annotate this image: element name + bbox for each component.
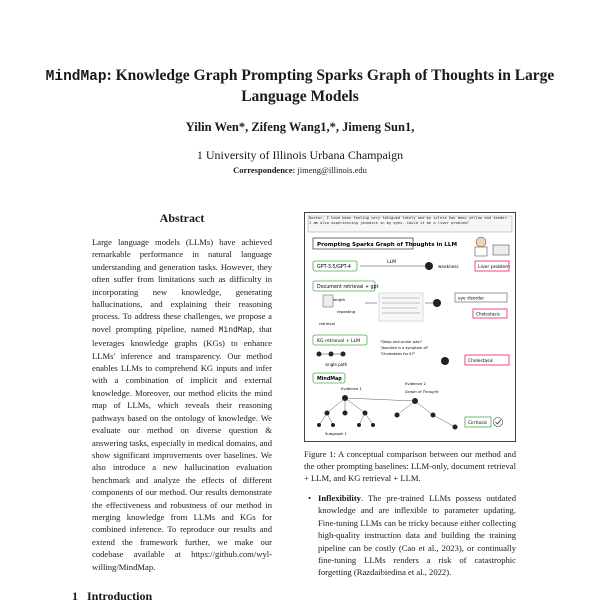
affiliation: 1 University of Illinois Urbana Champaign	[196, 148, 404, 162]
title-rest: : Knowledge Graph Prompting Sparks Graph of Thoughts in Large Language Models	[106, 67, 555, 105]
retrieved-doc-block	[379, 293, 423, 321]
section-number: 1	[72, 589, 78, 603]
figure-caption: Figure 1: A conceptual comparison between our method and the other prompting baselines: LLM-only, document retrieval + LLM, and KG retrieval + LLM.	[304, 449, 516, 483]
bed-icon	[493, 245, 509, 255]
abstract-text-1: Large language models (LLMs) have achieved remarkable performance in natural language understanding and generation tasks. However, they often suffer from limitations such as difficulty in incorporating new knowledge, generating hallucinations, and explaining their reasoning process. To address these challenges, we propose a novel prompting pipeline, named	[92, 237, 272, 334]
abstract-text-2: , that leverages knowledge graphs (KGs) to enhance LLMs' inference and transparency. Our method enables LLMs to comprehend KG inputs and infer with a combination of implicit and external knowledge. Moreover, our method elicits the mind map of LLMs, which reveals their reasoning pathways based on the ontology of knowledge. We evaluate our method on diverse question & answering tasks, especially in medical domains, and show significant improvements over baselines. We also introduce a new hallucination evaluation benchmark and analyze the effects of different components of our method. Our results demonstrate the effectiveness and robustness of our method in merging knowledge from LLMs and KGs for combined inference. To reproduce our results and extend the framework further, we make our codebase available at https://github.com/wyl-willing/MindMap.	[92, 323, 272, 572]
row2-doc1: eye disorder	[458, 295, 485, 301]
figure-1	[304, 212, 516, 442]
title-mono: MindMap	[45, 69, 107, 85]
abstract-heading: Abstract	[159, 211, 205, 225]
author-list: Yilin Wen*, Zifeng Wang1,*, Jimeng Sun1,	[185, 120, 415, 134]
document-icon	[323, 295, 333, 307]
row3-q3: "Cholestasis for it?"	[380, 352, 416, 356]
row3-label: KG retrieval + LLM	[317, 339, 361, 344]
check-icon	[494, 418, 503, 427]
row4-thought: Graph of Thought	[405, 389, 439, 394]
row3-node-icon	[441, 357, 449, 365]
paper-title	[40, 66, 560, 106]
row1-note: weakness	[438, 264, 459, 269]
row2-doc2: Cholestasis	[476, 311, 500, 317]
bullet-bold: Inflexibility	[318, 493, 361, 503]
row2-node-icon	[433, 299, 441, 307]
bullet-dot-icon: •	[308, 493, 312, 503]
abstract-mono: MindMap	[218, 325, 253, 335]
row3-result: Cholestasis	[468, 359, 493, 364]
correspondence	[40, 165, 560, 175]
row3-label2: single path	[325, 362, 348, 367]
row3-q2: "Jaundice is a symptom of"	[380, 346, 429, 350]
graph-of-thought-tree	[319, 398, 455, 427]
row2-text2: repeating	[337, 309, 356, 314]
patient-query-text: Doctor, I have been feeling very fatigued lately and my sclera has been yellow and tender. I am also experiencing jaundice in my eyes. Could it be a liver problem?	[309, 216, 509, 225]
row1-result: Liver problem	[478, 265, 510, 270]
figure-diagram	[305, 213, 515, 441]
row1-label: GPT-3.5/GPT-4	[317, 265, 351, 270]
row2-label: Document retrieval + gpt	[317, 285, 379, 290]
row4-evidence2: Evidence 2	[405, 381, 426, 386]
row1-llm: LLM	[387, 260, 397, 265]
row4-subgraph: Subgraph 1	[325, 431, 347, 436]
row3-q1: "Sleep and ocular pain"	[380, 340, 423, 344]
row1-node-icon	[425, 262, 433, 270]
row4-label: MindMap	[317, 377, 342, 382]
row4-evidence1: Evidence 1	[341, 386, 362, 391]
bullet-text: . The pre-trained LLMs possess outdated knowledge and are inflexible to parameter updating. Fine-tuning LLMs can be tricky because either collecting high-quality instruction data and building the training pipeline can be costly (Cao et al., 2023), or continually fine-tuning LLMs renders a risk of catastrophic forgetting (Razdaibiedina et al., 2022).	[318, 493, 516, 578]
section-title: Introduction	[87, 589, 153, 603]
row2-text1: length	[333, 297, 346, 302]
correspondence-label: Correspondence:	[233, 165, 296, 175]
doctor-body-icon	[475, 247, 487, 256]
row2-text3: retrieval	[319, 321, 335, 326]
row4-result: Cirrhosis	[468, 421, 488, 426]
section-heading	[72, 589, 152, 604]
prompt-banner: Prompting Sparks Graph of Thoughts in LLM	[317, 242, 458, 248]
correspondence-email: jimeng@illinois.edu	[297, 165, 367, 175]
doctor-avatar-icon	[476, 237, 486, 247]
abstract-body	[92, 236, 272, 573]
